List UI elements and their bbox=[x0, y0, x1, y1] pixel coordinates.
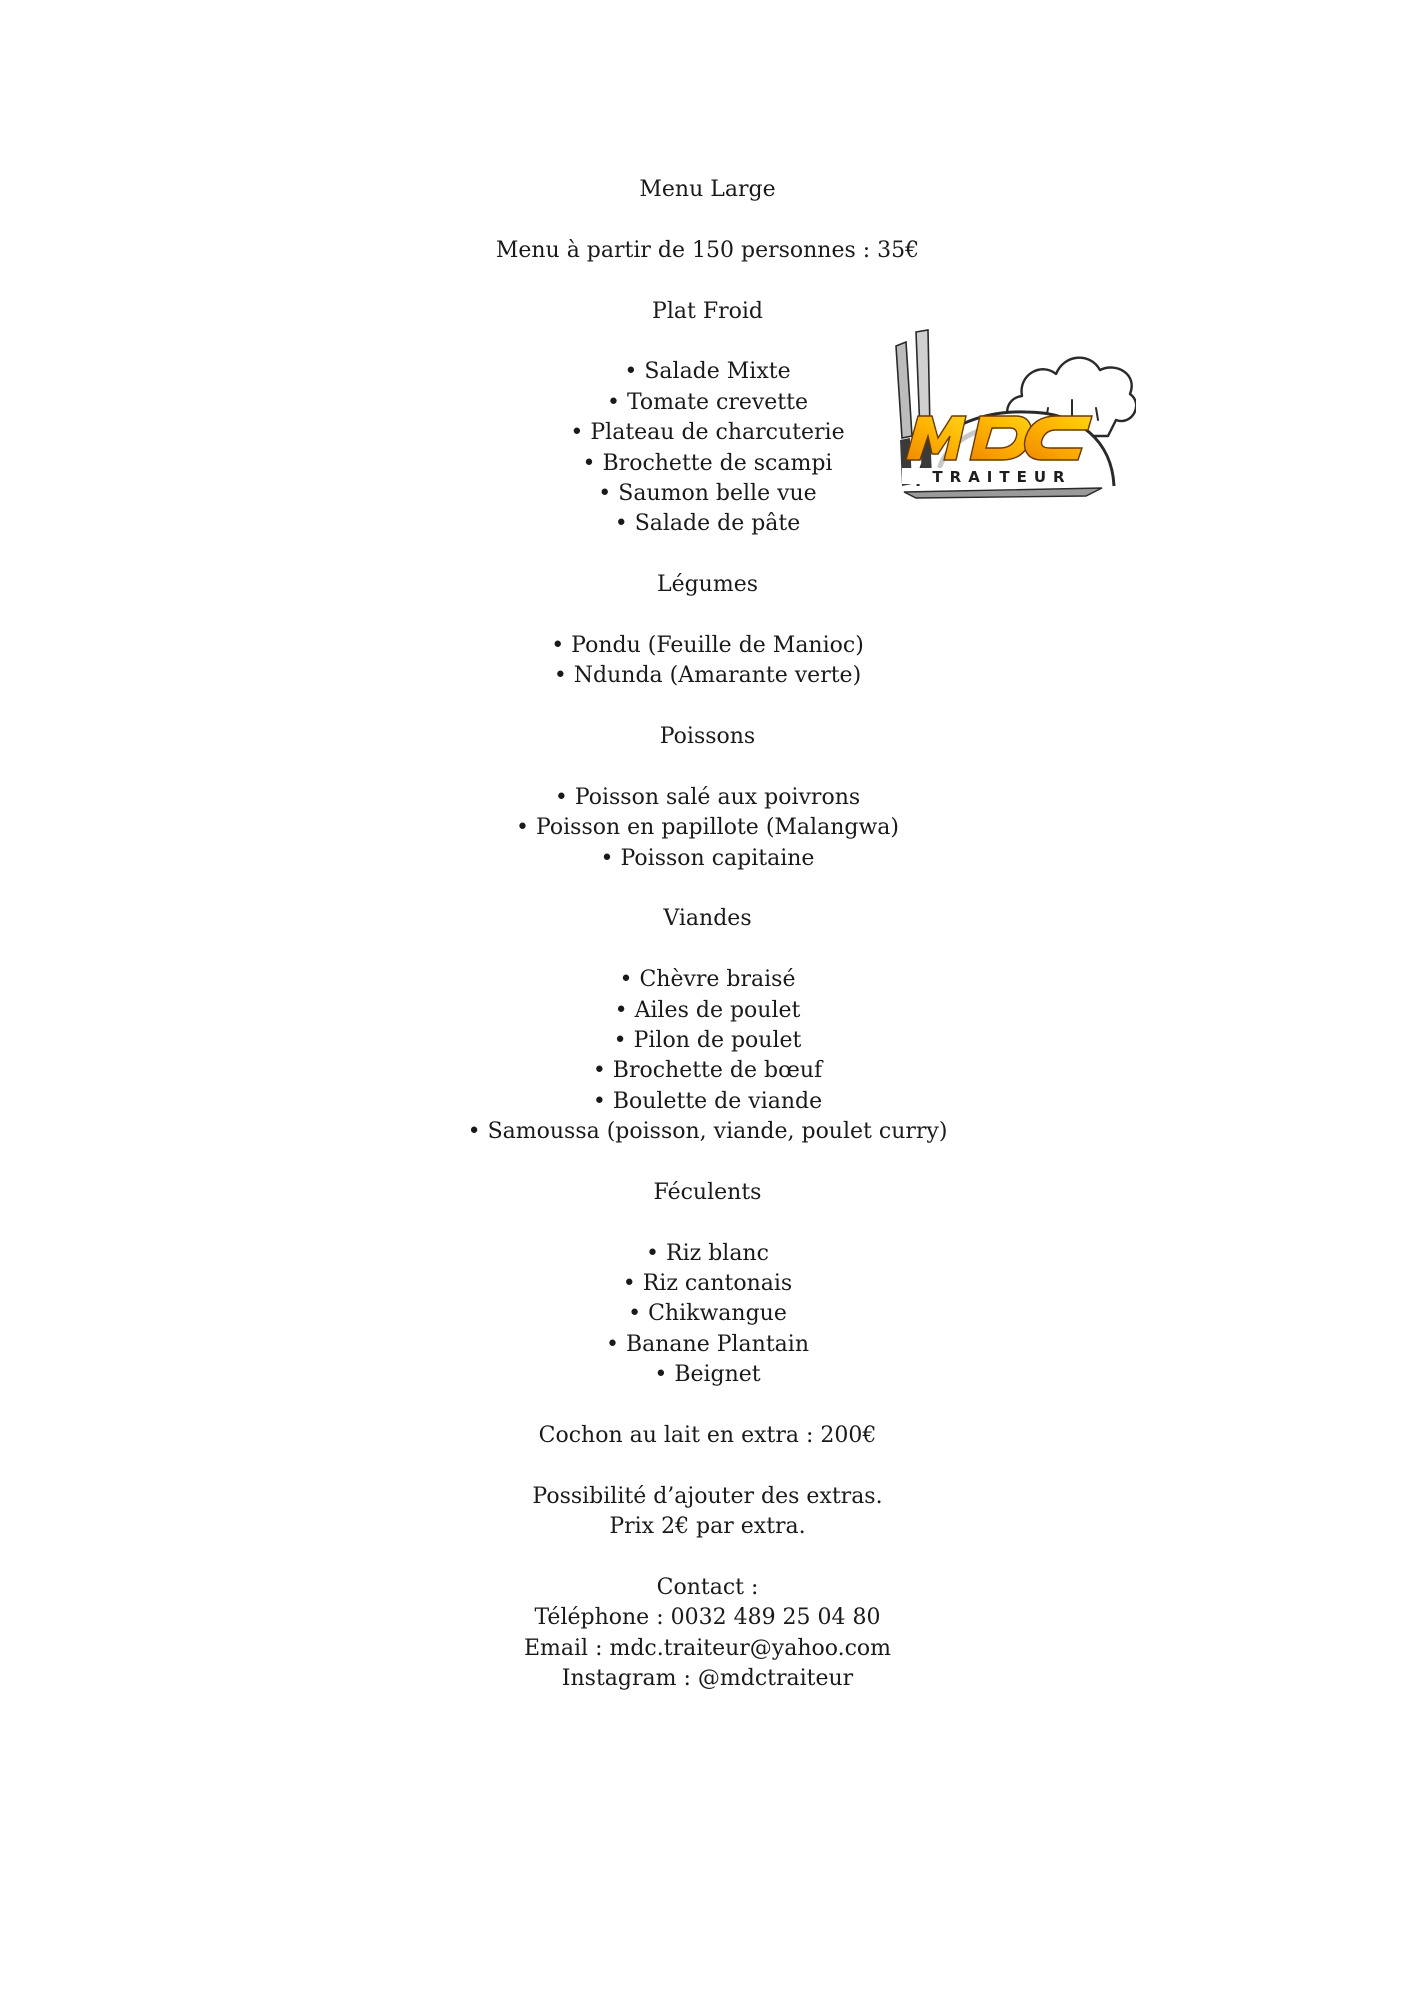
menu-price-line: Menu à partir de 150 personnes : 35€ bbox=[495, 237, 920, 263]
contact-phone: Téléphone : 0032 489 25 04 80 bbox=[534, 1605, 881, 1631]
list-item: • Plateau de charcuterie bbox=[570, 420, 845, 446]
list-item: • Brochette de scampi bbox=[582, 450, 833, 476]
list-item: • Pilon de poulet bbox=[613, 1027, 802, 1053]
menu-content bbox=[0, 175, 1415, 1695]
svg-text:TRAITEUR: TRAITEUR bbox=[932, 468, 1072, 486]
section-heading-feculents: Féculents bbox=[653, 1179, 762, 1205]
list-item: • Tomate crevette bbox=[606, 389, 809, 415]
list-item: • Boulette de viande bbox=[592, 1088, 823, 1114]
list-item: • Beignet bbox=[654, 1362, 761, 1388]
section-heading-legumes: Légumes bbox=[656, 572, 759, 598]
extras-line: Possibilité d’ajouter des extras. bbox=[532, 1483, 883, 1509]
list-item: • Poisson salé aux poivrons bbox=[554, 784, 861, 810]
list-item: • Saumon belle vue bbox=[598, 480, 817, 506]
list-item: • Poisson capitaine bbox=[600, 845, 815, 871]
extras-price-line: Prix 2€ par extra. bbox=[609, 1514, 806, 1540]
list-item: • Samoussa (poisson, viande, poulet curry) bbox=[467, 1119, 948, 1145]
contact-email: Email : mdc.traiteur@yahoo.com bbox=[523, 1635, 892, 1661]
section-heading-viandes: Viandes bbox=[663, 906, 752, 932]
list-item: • Riz blanc bbox=[646, 1240, 769, 1266]
contact-heading: Contact : bbox=[656, 1574, 759, 1600]
extra-cochon-line: Cochon au lait en extra : 200€ bbox=[538, 1423, 877, 1449]
list-item: • Brochette de bœuf bbox=[592, 1058, 823, 1084]
section-heading-poissons: Poissons bbox=[659, 724, 756, 750]
list-item: • Poisson en papillote (Malangwa) bbox=[516, 815, 899, 841]
mdc-traiteur-logo-icon bbox=[876, 316, 1136, 516]
list-item: • Chikwangue bbox=[628, 1301, 787, 1327]
contact-instagram: Instagram : @mdctraiteur bbox=[561, 1666, 854, 1692]
list-item: • Ndunda (Amarante verte) bbox=[553, 663, 862, 689]
list-item: • Chèvre braisé bbox=[619, 967, 796, 993]
section-heading-plat-froid: Plat Froid bbox=[652, 298, 763, 324]
list-item: • Salade de pâte bbox=[614, 511, 801, 537]
list-item: • Pondu (Feuille de Manioc) bbox=[551, 632, 864, 658]
list-item: • Riz cantonais bbox=[622, 1271, 793, 1297]
list-item: • Banane Plantain bbox=[605, 1331, 809, 1357]
menu-title: Menu Large bbox=[639, 177, 776, 202]
list-item: • Ailes de poulet bbox=[614, 997, 801, 1023]
list-item: • Salade Mixte bbox=[624, 359, 791, 385]
